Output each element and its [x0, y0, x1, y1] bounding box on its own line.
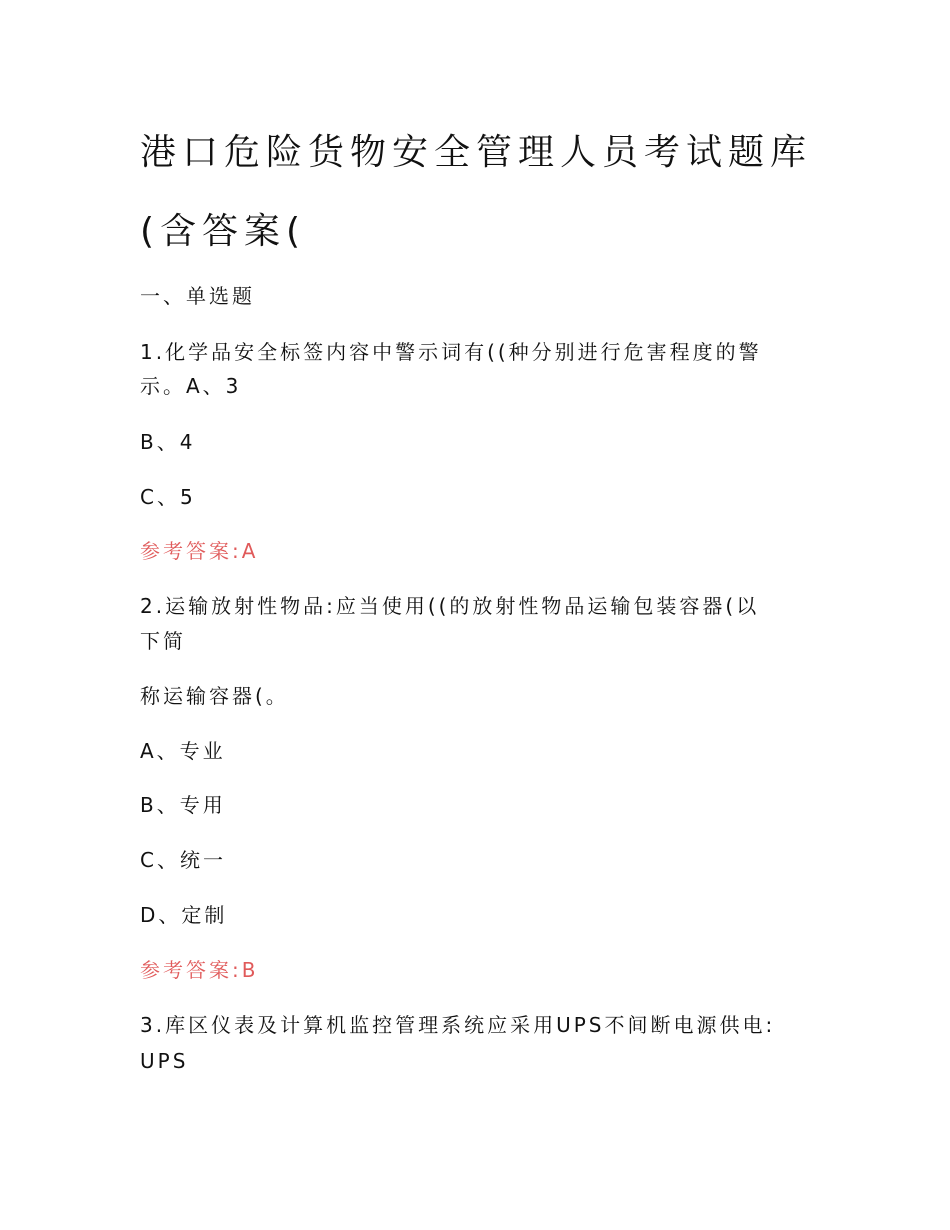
- question-3-text-continued: UPS: [140, 1049, 189, 1073]
- question-1-text-continued: 示。A、3: [140, 374, 242, 398]
- question-2-text: 2.运输放射性物品:应当使用((的放射性物品运输包装容器(以: [140, 594, 760, 618]
- question-1-text: 1.化学品安全标签内容中警示词有((种分别进行危害程度的警: [140, 340, 762, 364]
- question-2-text-continued-2: 称运输容器(。: [140, 684, 289, 708]
- question-2-option-b: B、专用: [140, 793, 226, 817]
- question-2-option-a: A、专业: [140, 739, 226, 763]
- document-title-continued: (含答案(: [140, 211, 307, 252]
- question-1-option-c: C、5: [140, 485, 196, 509]
- question-2-option-d: D、定制: [140, 903, 228, 927]
- question-1-answer: 参考答案:A: [140, 539, 259, 563]
- document-title: 港口危险货物安全管理人员考试题库: [140, 132, 813, 173]
- question-3-text: 3.库区仪表及计算机监控管理系统应采用UPS不间断电源供电:: [140, 1013, 776, 1037]
- section-heading: 一、单选题: [140, 284, 255, 308]
- question-2-option-c: C、统一: [140, 848, 226, 872]
- question-2-answer: 参考答案:B: [140, 958, 259, 982]
- question-2-text-continued: 下简: [140, 629, 186, 653]
- question-1-option-b: B、4: [140, 430, 196, 454]
